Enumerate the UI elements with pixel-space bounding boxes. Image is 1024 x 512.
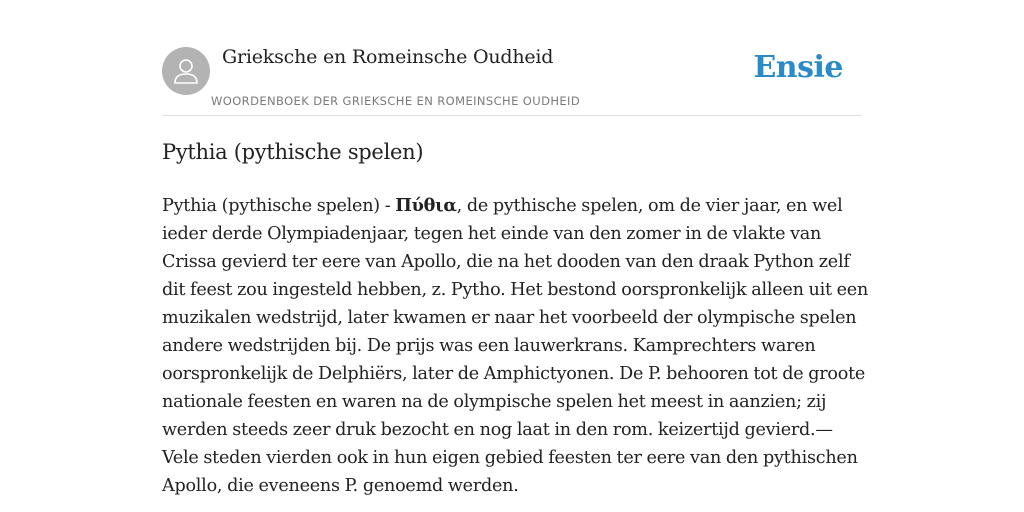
entry-lemma: Pythia (pythische spelen) bbox=[162, 196, 380, 216]
user-icon bbox=[173, 57, 199, 85]
source-avatar[interactable] bbox=[162, 47, 210, 95]
entry-text: , de pythische spelen, om de vier jaar, en wel ieder derde Olympiadenjaar, tegen het einde van den zomer in de vlakte van Crissa gevierd ter eere van Apollo, die na het dooden van den draak Python zelf dit feest zou ingesteld hebben, z. Pytho. Het bestond oorspronkelijk alleen uit een muzikalen wedstrijd, later kwamen er naar het voorbeeld der olympische spelen andere wedstrijden bij. De prijs was een lauwerkrans. Kamprechters waren oorspronkelijk de Delphiërs, later de Amphictyonen. De P. behooren tot de groote nationale feesten en waren na de olympische spelen het meest in aanzien; zij werden steeds zeer druk bezocht en nog laat in den rom. keizertijd gevierd.— Vele steden vierden ook in hun eigen gebied feesten ter eere van den pythischen Apollo, die eveneens P. genoemd werden. bbox=[162, 196, 869, 496]
entry-separator: - bbox=[379, 196, 396, 216]
greek-term: Πύθια bbox=[395, 195, 457, 216]
source-subtitle[interactable]: WOORDENBOEK DER GRIEKSCHE EN ROMEINSCHE OUDHEID bbox=[211, 94, 581, 108]
source-header bbox=[162, 0, 862, 116]
source-title[interactable]: Grieksche en Romeinsche Oudheid bbox=[222, 46, 554, 68]
entry-body bbox=[162, 192, 872, 500]
entry-title: Pythia (pythische spelen) bbox=[162, 140, 424, 164]
page-container bbox=[162, 0, 869, 496]
ensie-logo[interactable]: Ensie bbox=[753, 50, 843, 85]
